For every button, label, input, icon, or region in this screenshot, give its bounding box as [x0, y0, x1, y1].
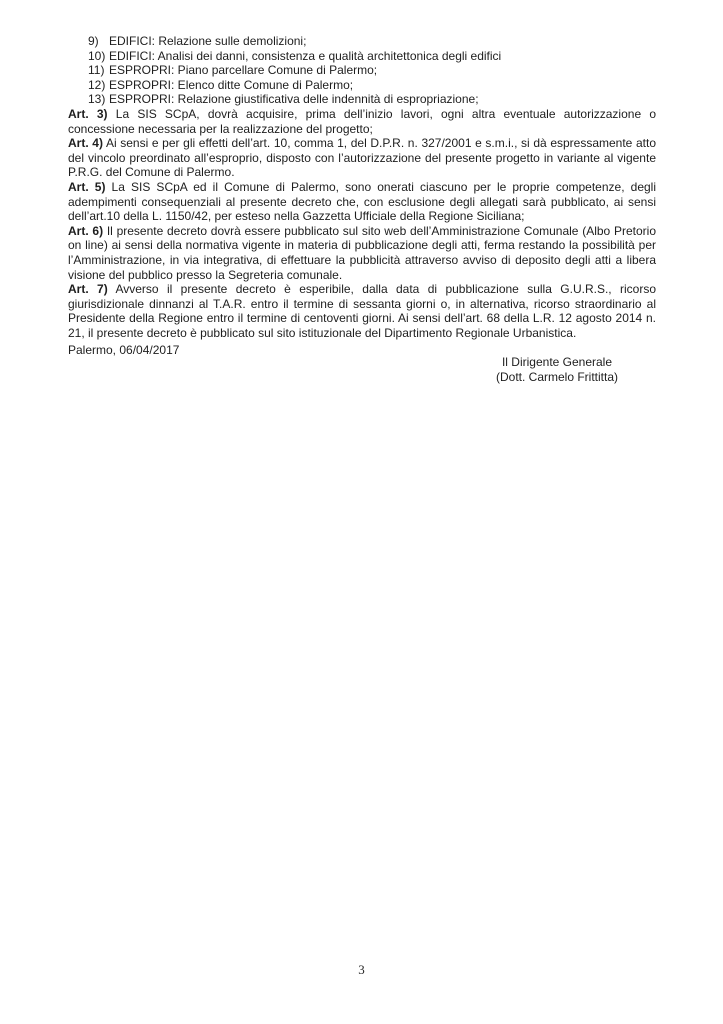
list-item-number: 13) [88, 92, 106, 107]
list-item-number: 10) [88, 48, 106, 63]
list-item-text: EDIFICI: Relazione sulle demolizioni; [109, 34, 307, 48]
list-item [68, 92, 656, 107]
article-paragraph-3 [68, 107, 656, 136]
article-paragraph-7 [68, 282, 656, 340]
article-paragraph-5 [68, 180, 656, 224]
list-item-text: ESPROPRI: Piano parcellare Comune di Palermo; [109, 63, 378, 78]
signature-title: Il Dirigente Generale [501, 355, 613, 369]
list-item-text: ESPROPRI: Elenco ditte Comune di Palermo; [109, 77, 354, 92]
attachment-list [68, 34, 656, 107]
article-text: Ai sensi e per gli effetti dell’art. 10, comma 1, del D.P.R. n. 327/2001 e s.m.i., si dà espressamente atto del vincolo preordinato all’esproprio, disposto con l’autorizzazione del presente progetto in variante al vigente P.R.G. del Comune di Palermo. [68, 136, 656, 180]
article-label: Art. 6) [68, 223, 104, 238]
document-body [68, 34, 656, 340]
list-item [68, 34, 656, 49]
article-text: Avverso il presente decreto è esperibile, dalla data di pubblicazione sulla G.U.R.S., ricorso giurisdizionale dinnanzi al T.A.R. entro il termine di sessanta giorni o, in alternativa, ricorso straordinario al Presidente della Regione entro il termine di centoventi giorni. Ai sensi dell’art. 68 della L.R. 12 agosto 2014 n. 21, il presente decreto è pubblicato sul sito istituzionale del Dipartimento Regionale Urbanistica. [68, 282, 657, 340]
article-label: Art. 3) [68, 106, 108, 121]
list-item-text: ESPROPRI: Relazione giustificativa delle indennità di espropriazione; [109, 92, 479, 107]
article-text: Il presente decreto dovrà essere pubblicato sul sito web dell’Amministrazione Comunale (Albo Pretorio on line) ai sensi della normativa vigente in materia di pubblicazione degli atti, ferma restando la possibilità per l’Amministrazione, in via integrativa, di effettuare la pubblicità attraverso avviso di deposito degli atti a libera visione del pubblico presso la Segreteria comunale. [68, 223, 656, 282]
list-item-number: 11) [88, 63, 105, 78]
list-item [68, 49, 656, 64]
article-label: Art. 5) [68, 179, 106, 194]
article-paragraph-4 [68, 136, 656, 180]
place-date: Palermo, 06/04/2017 [68, 343, 180, 357]
signature-name: (Dott. Carmelo Frittitta) [495, 369, 618, 384]
list-item [68, 78, 656, 93]
list-item-text: EDIFICI: Analisi dei danni, consistenza e qualità architettonica degli edifici [109, 48, 502, 63]
list-item-number: 9) [88, 34, 99, 48]
article-paragraph-6 [68, 224, 656, 282]
article-text: La SIS SCpA ed il Comune di Palermo, sono onerati ciascuno per le proprie competenze, degli adempimenti consequenziali al presente decreto che, con esclusione degli allegati sarà pubblicato, ai sensi dell’art.10 della L. 1150/42, per esteso nella Gazzetta Ufficiale della Regione Siciliana; [68, 179, 656, 224]
list-item-number: 12) [88, 77, 106, 92]
list-item [68, 63, 656, 78]
article-text: La SIS SCpA, dovrà acquisire, prima dell’inizio lavori, ogni altra eventuale autorizzazione o concessione necessaria per la realizzazione del progetto; [68, 106, 657, 136]
article-label: Art. 4) [68, 136, 103, 151]
article-label: Art. 7) [68, 282, 108, 297]
signature-block [437, 355, 677, 385]
page-number: 3 [358, 962, 365, 977]
